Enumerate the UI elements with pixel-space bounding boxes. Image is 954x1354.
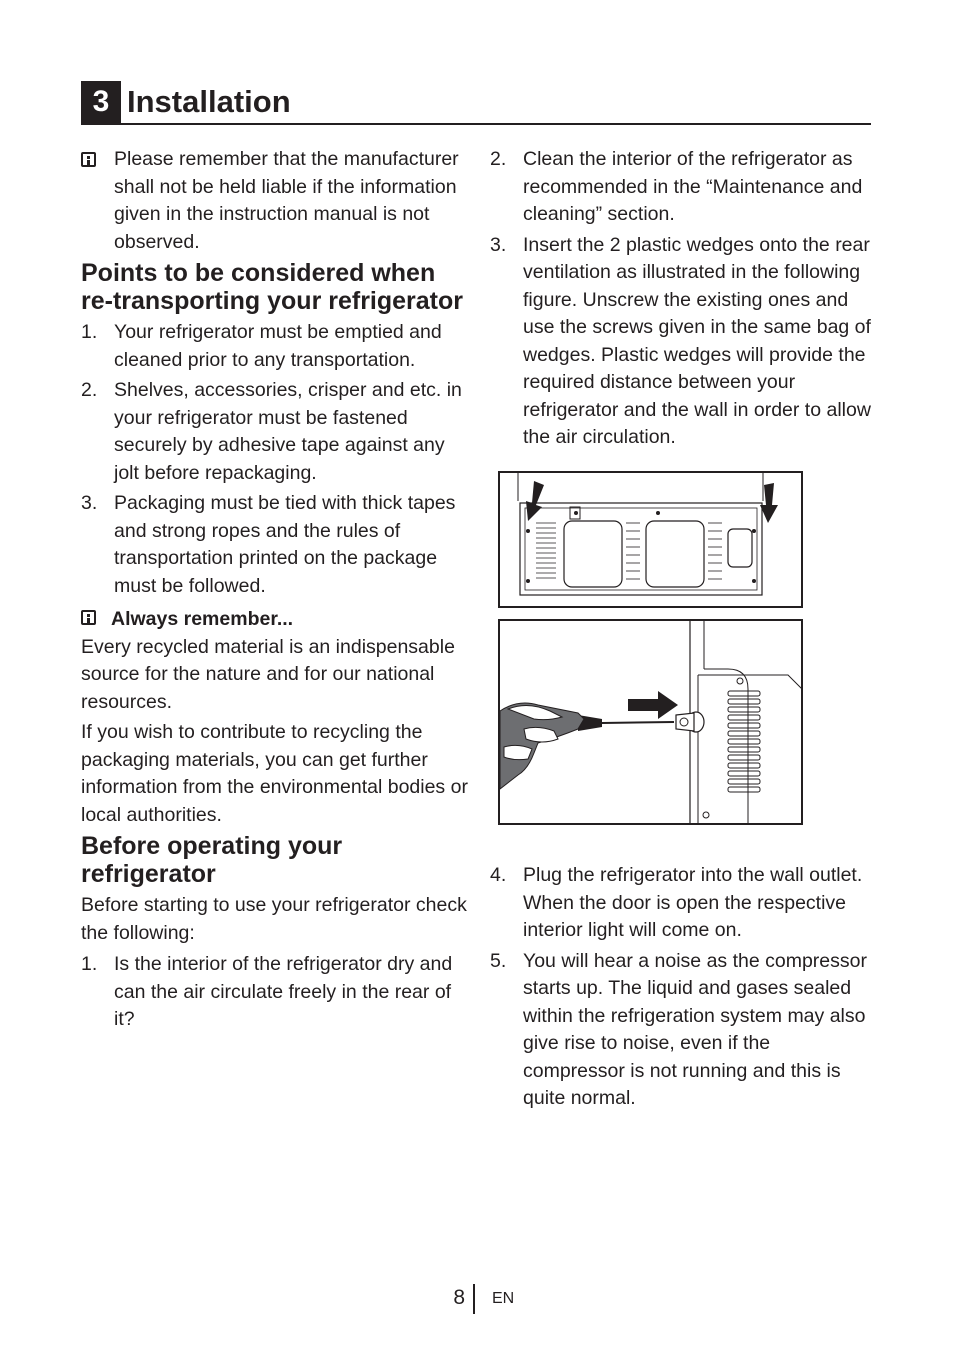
list-item-text: Insert the 2 plastic wedges onto the rear ventilation as illustrated in the following figure. Unscrew the existing ones and use the screws given in the same bag of wedges. Plastic wedges will provide the required distance between your refrigerator and the wall in order to allow the air circulation. (523, 233, 871, 448)
page-footer (0, 1284, 954, 1314)
list-item (490, 948, 875, 1113)
steps-list-bottom (490, 862, 875, 1113)
list-item (490, 232, 875, 452)
list-item-number: 5. (490, 949, 507, 972)
list-item-number: 2. (81, 379, 98, 401)
rear-panel-illustration (498, 471, 803, 608)
transport-list (81, 319, 471, 600)
right-column (490, 146, 875, 455)
list-item-text: Is the interior of the refrigerator dry and can the air circulate freely in the rear of it? (114, 953, 453, 1030)
steps-list-top (490, 146, 875, 452)
list-item-number: 1. (81, 321, 98, 343)
info-icon (81, 152, 96, 167)
list-item-number: 3. (490, 233, 507, 256)
list-item (490, 146, 875, 229)
list-item-number: 4. (490, 864, 507, 886)
list-item-text: Packaging must be tied with thick tapes and strong ropes and the rules of transportation printed on the package must be followed. (114, 492, 456, 597)
before-operating-intro: Before starting to use your refrigerator check the following: (81, 894, 467, 944)
section-title-transport: Points to be considered when re-transporting your refrigerator (81, 259, 464, 315)
section-title-before-operating: Before operating your refrigerator (81, 832, 343, 888)
list-item-text: Shelves, accessories, crisper and etc. in your refrigerator must be fastened securely by adhesive tape against any jolt before repackaging. (114, 379, 462, 484)
wedge-installation-illustration (498, 619, 803, 825)
list-item-number: 1. (81, 953, 98, 975)
list-item-number: 3. (81, 492, 98, 514)
list-item (81, 319, 471, 374)
liability-note (81, 146, 471, 256)
list-item (490, 862, 875, 945)
recycling-paragraph-2: If you wish to contribute to recycling the packaging materials, you can get further information from the environmental bodies or local authorities. (81, 721, 468, 826)
remember-title: Always remember... (111, 608, 294, 630)
page-number: 8 (453, 1286, 465, 1309)
remember-heading (81, 606, 471, 634)
chapter-title: Installation (127, 84, 291, 119)
info-icon (81, 610, 96, 625)
footer-divider (473, 1284, 475, 1314)
list-item-text: Clean the interior of the refrigerator as recommended in the “Maintenance and cleaning” section. (523, 148, 863, 225)
list-item-text: Plug the refrigerator into the wall outlet. When the door is open the respective interior light will come on. (523, 864, 863, 941)
before-operating-list (81, 951, 471, 1034)
list-item-text: Your refrigerator must be emptied and cleaned prior to any transportation. (114, 321, 442, 371)
list-item-text: You will hear a noise as the compressor starts up. The liquid and gases sealed within the refrigeration system may also give rise to noise, even if the compressor is not running and this is quite normal. (523, 949, 867, 1109)
chapter-number: 3 (81, 81, 121, 123)
liability-note-text: Please remember that the manufacturer shall not be held liable if the information given in the instruction manual is not observed. (114, 148, 459, 253)
right-column-lower (490, 862, 875, 1116)
recycling-paragraph-1: Every recycled material is an indispensable source for the nature and for our national resources. (81, 635, 455, 713)
list-item (81, 951, 471, 1034)
list-item-number: 2. (490, 148, 507, 170)
list-item (81, 490, 471, 600)
left-column (81, 146, 471, 1037)
list-item (81, 377, 471, 487)
language-code: EN (492, 1290, 515, 1307)
chapter-header (81, 81, 871, 125)
